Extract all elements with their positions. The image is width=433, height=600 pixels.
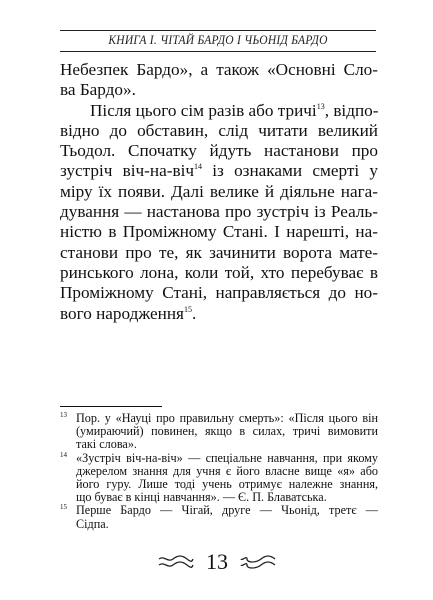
- footnote-15: [60, 504, 378, 530]
- text-line: ністю в Проміжному Стані. І нарешті, на-: [60, 222, 378, 242]
- footnote-13: [60, 412, 378, 452]
- wave-ornament-right-icon: [240, 555, 276, 569]
- text-line: Проміжному Стані, направляється до но-: [60, 283, 378, 303]
- footnotes: [60, 412, 378, 531]
- footnote-line: джерелом знання для учня є його власне вище «я» або: [76, 463, 378, 478]
- footnote-rule: [60, 406, 162, 407]
- text-line: міру їх появи. Далі велике й діяльне нага-: [60, 181, 378, 201]
- text-line: Небезпек Бардо», а також «Основні Сло-: [60, 60, 378, 79]
- page-number: 13: [206, 549, 228, 574]
- text-line: ринського лона, коли той, хто перебуває в: [60, 262, 378, 282]
- running-head-title: КНИГА І. ЧІТАЙ БАРДО І ЧЬОНІД БАРДО: [108, 33, 328, 47]
- footnote-line: 13 Пор. у «Науці про правильну смерть»: «Після цього він: [60, 411, 378, 425]
- text-line: дування — настанова про зустріч із Реаль-: [60, 202, 378, 222]
- footnote-ref: 13: [316, 101, 325, 111]
- footnote-line: 14 «Зустріч віч-на-віч» — спеціальне навчання, при якому: [60, 450, 378, 465]
- text-line: ва Бардо».: [60, 80, 136, 100]
- footnote-line: що буває в кінці навчання». — Є. П. Блаватська.: [76, 490, 327, 505]
- header-rule-top: [60, 30, 376, 31]
- main-text: [60, 60, 378, 324]
- footnote-line: такі слова».: [76, 437, 137, 452]
- text-line: вого народження$^{15}$.: [60, 303, 197, 323]
- footnote-14: [60, 452, 378, 505]
- footnote-ref: 15: [183, 304, 192, 314]
- footnote-line: (умираючий) повинен, якщо в силах, тричі вимовити: [76, 424, 378, 439]
- footnote-ref: 14: [194, 162, 202, 172]
- footnote-line: Сідпа.: [76, 516, 109, 531]
- text-line: зустріч віч-на-віч$^{14}$ із ознаками смерті у: [60, 161, 378, 181]
- text-line: станови про те, як зачинити ворота мате-: [60, 242, 378, 262]
- text-line: Після цього сім разів або тричі$^{13}$, відпо-: [90, 100, 379, 120]
- page-footer: [150, 548, 284, 576]
- header-rule-bottom: [60, 51, 376, 52]
- running-head: [60, 30, 376, 52]
- text-line: Тьодол. Спочатку йдуть настанови про: [60, 141, 378, 161]
- footnote-line: 15 Перше Бардо — Чігай, друге — Чьонід, третє —: [60, 503, 378, 518]
- footnote-line: його гуру. Лише тоді учень отримує належне знання,: [76, 477, 378, 492]
- text-line: відно до обставин, слід читати великий: [60, 120, 378, 140]
